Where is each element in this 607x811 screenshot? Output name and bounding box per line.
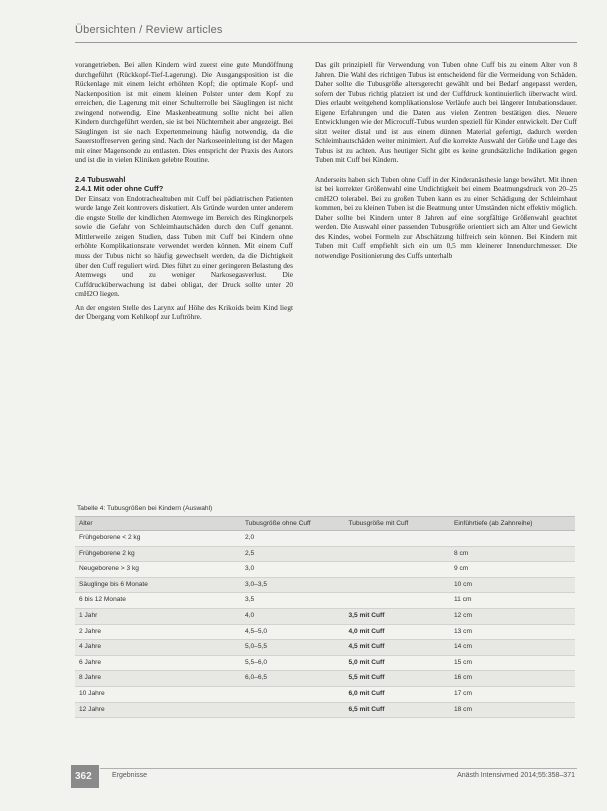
table-header-cell: Alter [79,520,93,527]
body-paragraph: vorangetrieben. Bei allen Kindern wird zuerst eine gute Mundöffnung durchgeführt (Rückkopf-Tief-Lagerung). Die Ausgangsposition ist die Rückenlage mit einem leicht erhöhten Kopf; die optimale Kopf- und Nackenposition ist mit einem kleinen Polster unter dem Kopf zu erreichen, die Lagerung mit einer Schulterrolle bei Säuglingen ist nicht zwingend notwendig. Eine Maskenbeatmung sollte nicht bei allen Kindern durchgeführt werden, sie ist bei Nüchternheit aber angezeigt. Bei Säuglingen ist sie nach Expertenmeinung häufig notwendig, da die Sauerstoffreserven gering sind. Nach der Narkoseeinleitung ist der Magen mit einer Magensonde zu entlasten. Dies entspricht der Praxis des Autors und ist die in vielen Kliniken gelebte Routine. [75,60,293,165]
table-cell: 8 Jahre [79,674,101,682]
page-number: 362 [75,771,92,782]
table-cell: 10 Jahre [79,689,105,697]
table-cell: 3,0 [244,565,255,573]
footer-rule [100,768,577,769]
table-cell: 4,0 mit Cuff [348,627,385,635]
table-cell: 5,0 mit Cuff [348,658,385,666]
table-cell: 12 cm [454,611,472,619]
table-header-cell: Einführtiefe (ab Zahnreihe) [454,520,533,527]
table-cell: 18 cm [454,705,472,713]
running-header: Übersichten / Review articles [75,24,223,36]
table-cell: 6,0–6,5 [244,674,267,682]
table-cell: 6 bis 12 Monate [79,596,126,604]
subsection-heading: 2.4.1 Mit oder ohne Cuff? [75,184,164,194]
body-paragraph: Das gilt prinzipiell für Verwendung von Tuben ohne Cuff bis zu einem Alter von 8 Jahren. Die Wahl des richtigen Tubus ist entscheidend für die Vermeidung von Schäden. Daher sollte die Tubusgröße altersgerecht gewählt und bei Bedarf angepasst werden, sofern der Tubus richtig platziert ist und der Cuffdruck kontinuierlich überwacht wird. Dies erlaubt weitgehend komplikationslose Verläufe auch bei längerer Intubationsdauer. Eigene Erfahrungen und die Daten aus vielen Zentren bestätigen dies. Neuere Entwicklungen wie der Microcuff-Tubus wurden speziell für Kinder entwickelt. Der Cuff sitzt weiter distal und ist aus einem dünnen Material gefertigt, dadurch werden Schleimhautschäden weiter minimiert. Auf die korrekte Auswahl der Größe und Lage des Tubus ist zu achten. Aus heutiger Sicht gibt es keine grundsätzliche Indikation gegen Tuben mit Cuff bei Kindern. [315,60,577,165]
table-cell: 5,5 mit Cuff [348,674,385,682]
footer-left-text: Ergebnisse [112,772,148,779]
table-cell: 4,0 [244,611,255,619]
body-paragraph: An der engsten Stelle des Larynx auf Höhe des Krikoids beim Kind liegt der Übergang vom Kehlkopf zur Luftröhre. [75,302,293,322]
table-cell [345,593,450,608]
table-row [75,547,575,563]
table-cell: 12 Jahre [79,705,105,713]
table-cell [450,531,575,546]
header-rule [75,42,577,43]
table-row [75,562,575,578]
table-cell: 4,5–5,0 [244,627,267,635]
table-header-row [75,516,575,531]
table-row [75,671,575,687]
body-paragraph: Anderseits haben sich Tuben ohne Cuff in der Kinderanästhesie lange bewährt. Mit ihnen ist bei korrekter Größenwahl eine Undichtigkeit bei einem Beatmungsdruck von 20–25 cmH2O tolerabel. Bei zu großen Tuben kann es zu einer Schädigung der Schleimhaut kommen, bei zu kleinen Tuben ist die Beatmung unter Umständen nicht effektiv möglich. Daher sollte bei Kindern unter 8 Jahren auf eine sorgfältige Größenwahl geachtet werden. Die Auswahl einer passenden Tubusgröße orientiert sich am Alter und Gewicht des Kindes, wobei Formeln zur Abschätzung hilfreich sein können. Bei Kindern mit Tuben mit Cuff empfiehlt sich ein um 0,5 mm kleinerer Innendurchmesser. Die notwendige Positionierung des Cuffs unterhalb [315,174,577,260]
table-row [75,687,575,703]
table-cell: 4,5 mit Cuff [348,643,385,651]
table-header-cell: Tubusgröße ohne Cuff [244,520,311,527]
table-caption: Tabelle 4: Tubusgrößen bei Kindern (Auswahl) [77,505,213,512]
table-cell [345,547,450,562]
table-cell: Frühgeborene < 2 kg [79,534,141,541]
section-heading: 2.4 Tubuswahl [75,174,126,184]
table-row [75,531,575,547]
table-cell: 2,0 [244,534,255,541]
table-row [75,609,575,625]
table-cell: 1 Jahr [79,611,98,619]
table-cell [241,687,345,702]
table-row [75,593,575,609]
table-cell: 2,5 [244,549,255,557]
table-row [75,703,575,719]
table-cell: 6 Jahre [79,658,101,666]
table-cell: 3,0–3,5 [244,580,267,588]
table-cell: 10 cm [454,580,472,588]
table-cell: 6,0 mit Cuff [348,689,385,697]
table-cell: 3,5 [244,596,255,604]
table-row [75,578,575,594]
table-cell: 11 cm [454,596,472,604]
table-cell: 16 cm [454,674,472,682]
right-column [315,60,577,260]
table-row [75,625,575,641]
table-cell: 5,5–6,0 [244,658,267,666]
table-cell [345,562,450,577]
tube-size-table [75,502,575,718]
table-body [75,531,575,718]
table-cell [241,703,345,718]
table-cell: 4 Jahre [79,643,101,651]
table-cell: 8 cm [454,549,469,557]
table-cell [345,531,450,546]
left-column [75,60,293,322]
table-header-cell: Tubusgröße mit Cuff [348,520,409,527]
table-cell [345,578,450,593]
table-cell: Säuglinge bis 6 Monate [79,580,148,588]
table-cell: 9 cm [454,565,469,573]
table-cell: 3,5 mit Cuff [348,611,385,619]
body-paragraph: Der Einsatz von Endotrachealtuben mit Cuff bei pädiatrischen Patienten wurde lange Zeit kontrovers diskutiert. Als Gründe wurden unter anderem die engste Stelle der kindlichen Atemwege im Bereich des Ringknorpels sowie die Gefahr von Schleimhautschäden durch den Cuff genannt. Mittlerweile zeigen Studien, dass Tuben mit Cuff bei Kindern ohne erhöhte Komplikationsrate verwendet werden können. Mit einem Cuff muss der Tubus nicht so häufig gewechselt werden, da die Dichtigkeit über den Cuff reguliert wird. Dies führt zu einer geringeren Belastung des Atemwegs und zu weniger Narkosegasverlust. Die Cuffdrucküberwachung ist dabei obligat, der Druck sollte unter 20 cmH2O liegen. [75,193,293,299]
table-cell: 15 cm [454,658,472,666]
table-cell: 14 cm [454,643,472,651]
table-row [75,640,575,656]
table-cell: 5,0–5,5 [244,643,267,651]
table-cell: Neugeborene > 3 kg [79,565,139,573]
table-row [75,656,575,672]
table-cell: 2 Jahre [79,627,101,635]
table-cell: 6,5 mit Cuff [348,705,385,713]
table-cell: 13 cm [454,627,472,635]
footer-citation: Anästh Intensivmed 2014;55:358–371 [457,772,575,779]
table-cell: Frühgeborene 2 kg [79,549,135,557]
table-cell: 17 cm [454,689,472,697]
